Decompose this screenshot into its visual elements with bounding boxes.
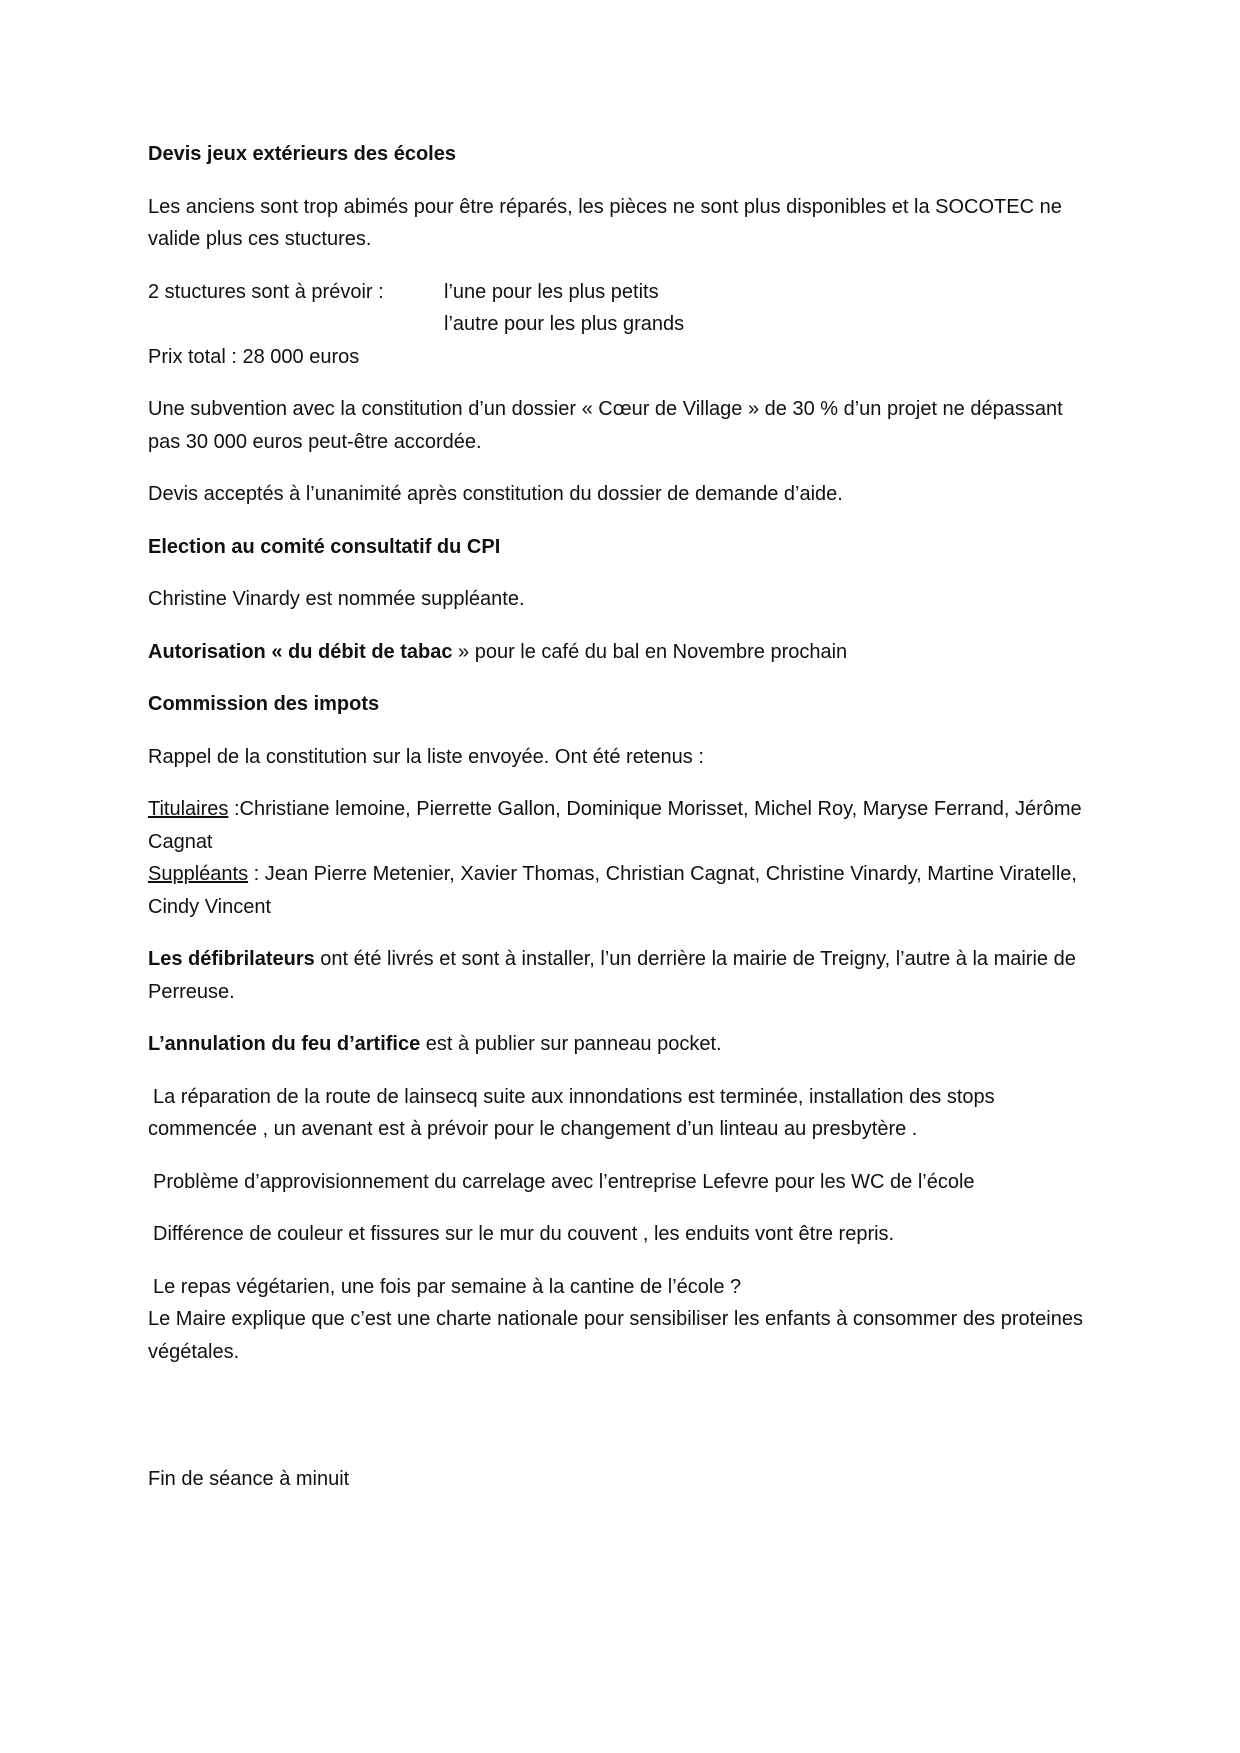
probleme-text: Problème d’approvisionnement du carrelage avec l’entreprise Lefevre pour les WC de l’école: [153, 1170, 975, 1193]
structures-row-1: [148, 276, 1098, 309]
autorisation-rest: » pour le café du bal en Novembre prochain: [452, 640, 848, 663]
paragraph-reparation: [148, 1081, 1098, 1146]
paragraph-autorisation: [148, 636, 1098, 669]
structure-item-1: l’une pour les plus petits: [444, 280, 659, 303]
paragraph-rappel: Rappel de la constitution sur la liste envoyée. Ont été retenus :: [148, 745, 704, 768]
reparation-text: La réparation de la route de lainsecq suite aux innondations est terminée, installation des stops commencée , un avenant est à prévoir pour le changement d’un linteau au presbytère .: [148, 1085, 995, 1140]
paragraph-vinardy: Christine Vinardy est nommée suppléante.: [148, 588, 525, 610]
paragraph-defibrilateurs: [148, 943, 1098, 1008]
paragraph-devis-acceptes: Devis acceptés à l’unanimité après constitution du dossier de demande d’aide.: [148, 483, 843, 505]
paragraph-repas: [148, 1271, 1098, 1369]
document-page: [148, 138, 1098, 1516]
autorisation-bold: Autorisation « du débit de tabac: [148, 640, 453, 663]
paragraph-probleme: [148, 1166, 1098, 1199]
annulation-rest: est à publier sur panneau pocket.: [420, 1033, 722, 1055]
titulaires-label: Titulaires: [148, 798, 229, 820]
heading-devis: Devis jeux extérieurs des écoles: [148, 143, 456, 165]
annulation-bold: L’annulation du feu d’artifice: [148, 1033, 421, 1055]
paragraph-anciens: Les anciens sont trop abimés pour être réparés, les pièces ne sont plus disponibles et la SOCOTEC ne valide plus ces stuctures.: [148, 195, 1062, 250]
repas-answer: Le Maire explique que c’est une charte nationale pour sensibiliser les enfants à consommer des proteines végétales.: [148, 1308, 1083, 1363]
titulaires-list: :Christiane lemoine, Pierrette Gallon, Dominique Morisset, Michel Roy, Maryse Ferrand, Jérôme Cagnat: [148, 798, 1082, 853]
difference-text: Différence de couleur et fissures sur le mur du couvent , les enduits vont être repris.: [153, 1223, 895, 1245]
paragraph-membres: [148, 793, 1098, 923]
structures-row-2: [148, 308, 1098, 341]
heading-election: Election au comité consultatif du CPI: [148, 535, 501, 558]
paragraph-difference: [148, 1218, 1098, 1251]
structures-block: [148, 276, 1098, 341]
repas-question: Le repas végétarien, une fois par semaine à la cantine de l’école ?: [153, 1275, 742, 1298]
paragraph-fin: Fin de séance à minuit: [148, 1468, 350, 1490]
structures-label: 2 stuctures sont à prévoir :: [148, 280, 384, 303]
suppleants-list: : Jean Pierre Metenier, Xavier Thomas, Christian Cagnat, Christine Vinardy, Martine Viratelle, Cindy Vincent: [148, 863, 1077, 918]
defib-bold: Les défibrilateurs: [148, 948, 315, 970]
paragraph-annulation: [148, 1028, 1098, 1061]
prix-total: Prix total : 28 000 euros: [148, 345, 360, 368]
defib-rest: ont été livrés et sont à installer, l’un derrière la mairie de Treigny, l’autre à la mairie de Perreuse.: [148, 948, 1076, 1003]
structure-item-2: l’autre pour les plus grands: [444, 313, 685, 335]
suppleants-label: Suppléants: [148, 863, 249, 885]
heading-commission: Commission des impots: [148, 693, 380, 715]
paragraph-subvention: Une subvention avec la constitution d’un dossier « Cœur de Village » de 30 % d’un projet ne dépassant pas 30 000 euros peut-être accordée.: [148, 398, 1063, 453]
